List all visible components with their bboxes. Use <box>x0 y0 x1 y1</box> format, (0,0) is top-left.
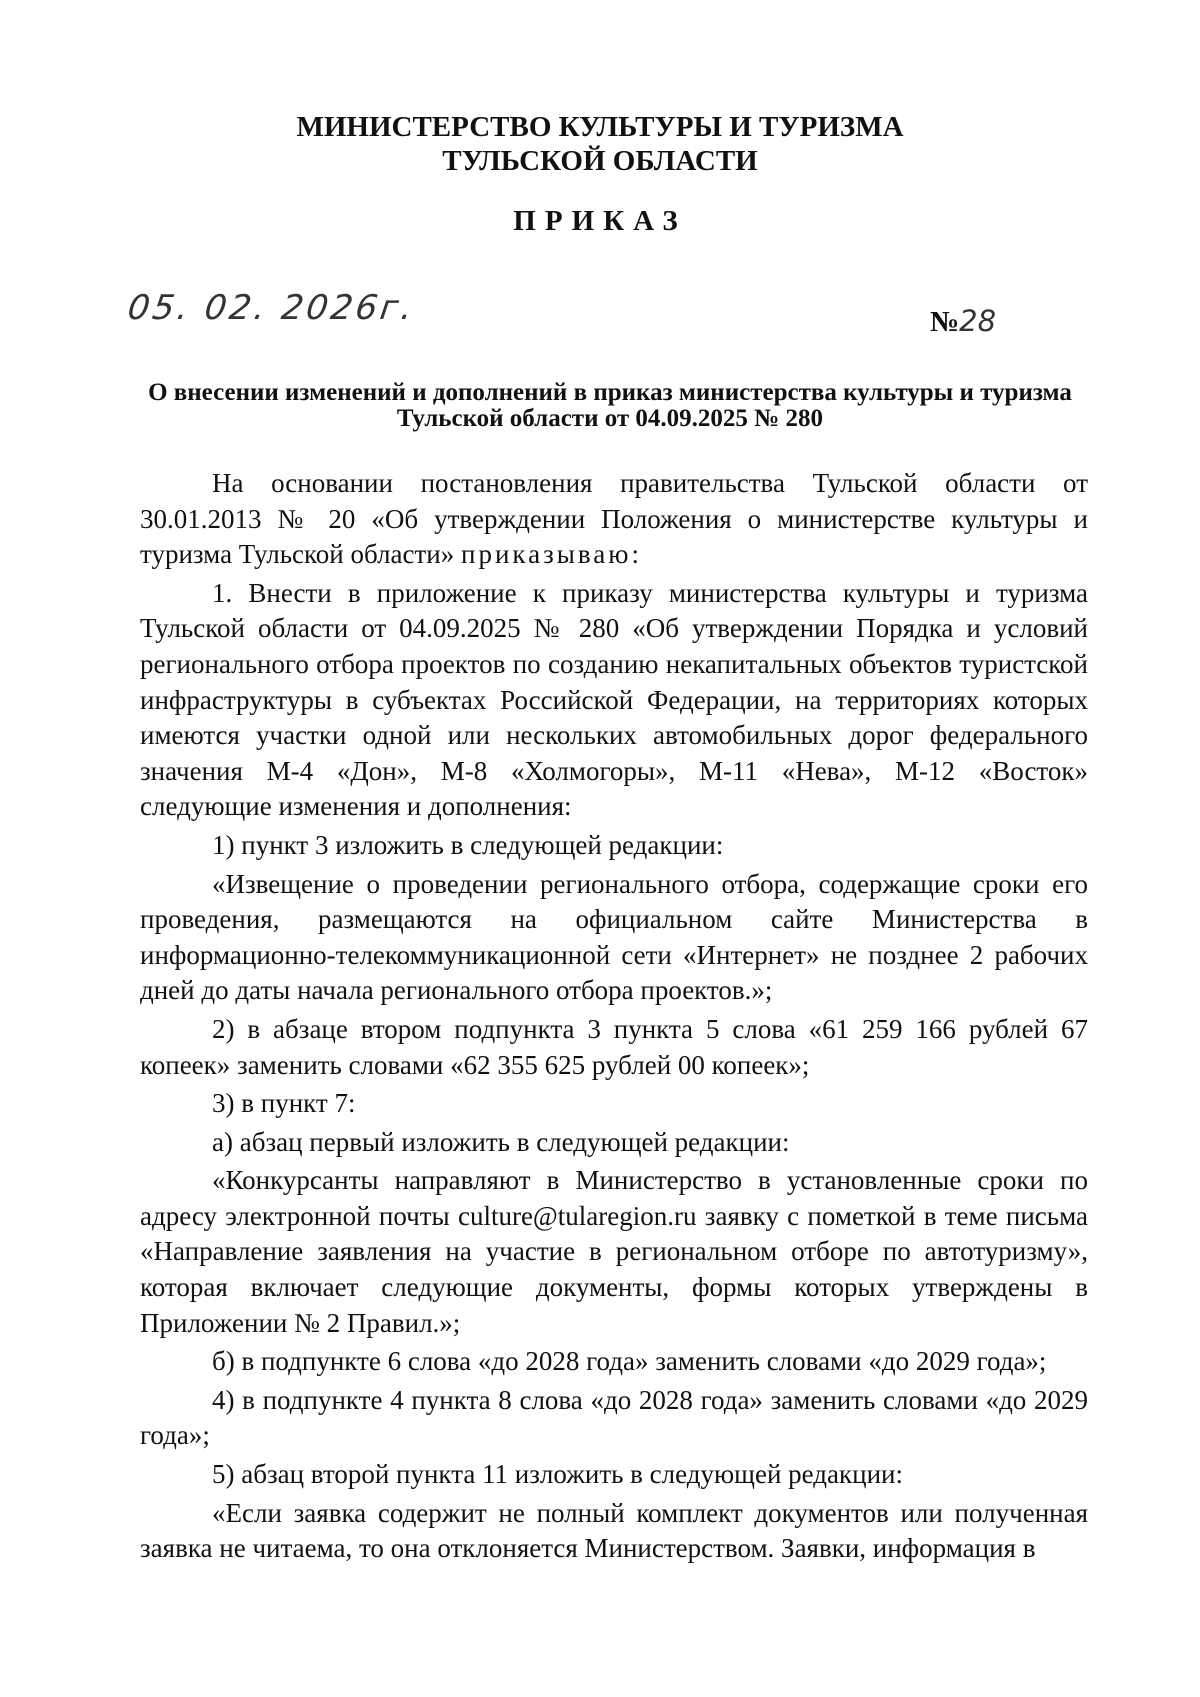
paragraph-item-3: 3) в пункт 7: <box>212 1088 356 1119</box>
order-title: ПРИКАЗ <box>513 205 687 237</box>
handwritten-date: 05. 02. 2026г. <box>125 288 418 328</box>
number-sign: № <box>930 306 960 338</box>
paragraph-item-2: 2) в абзаце втором подпункта 3 пункта 5 слова «61 259 166 рублей 67 копеек» заменить словами «62 355 625 рублей 00 копеек»; <box>140 1013 1088 1080</box>
paragraph-item-5: 5) абзац второй пункта 11 изложить в следующей редакции: <box>212 1459 903 1490</box>
order-verb: приказываю: <box>461 539 642 570</box>
document-body <box>140 466 1088 1570</box>
paragraph-item-5-text: «Если заявка содержит не полный комплект документов или полученная заявка не читаема, то она отклоняется Министерством. Заявки, информация в <box>140 1497 1088 1564</box>
paragraph-item-1-text: «Извещение о проведении регионального отбора, содержащие сроки его проведения, размещаются на официальном сайте Министерства в информационно-телекоммуникационной сети «Интернет» не позднее 2 рабочих дней до даты начала регионального отбора проектов.»; <box>140 868 1088 1006</box>
paragraph-item-1: 1) пункт 3 изложить в следующей редакции: <box>212 829 724 860</box>
ministry-name-line2: ТУЛЬСКОЙ ОБЛАСТИ <box>442 145 758 177</box>
paragraph-basis <box>140 466 1088 573</box>
paragraph-item-3b: б) в подпункте 6 слова «до 2028 года» заменить словами «до 2029 года»; <box>212 1346 1047 1377</box>
handwritten-number: 28 <box>959 304 997 338</box>
order-subject: О внесении изменений и дополнений в приказ министерства культуры и туризма Тульской области от 04.09.2025 № 280 <box>148 379 1072 432</box>
basis-text: На основании постановления правительства Тульской области от 30.01.2013 № 20 «Об утверждении Положения о министерстве культуры и туризма Тульской области» <box>140 468 1088 570</box>
order-number <box>930 304 996 339</box>
paragraph-item-3a-text: «Конкурсанты направляют в Министерство в установленные сроки по адресу электронной почты culture@tularegion.ru заявку с пометкой в теме письма «Направление заявления на участие в региональном отборе по автотуризму», которая включает следующие документы, формы которых утверждены в Приложении № 2 Правил.»; <box>140 1165 1088 1338</box>
paragraph-item-3a: а) абзац первый изложить в следующей редакции: <box>212 1126 790 1157</box>
ministry-name-line1: МИНИСТЕРСТВО КУЛЬТУРЫ И ТУРИЗМА <box>296 111 904 143</box>
ministry-header <box>0 110 1200 178</box>
paragraph-1: 1. Внести в приложение к приказу министерства культуры и туризма Тульской области от 04.09.2025 № 280 «Об утверждении Порядка и условий регионального отбора проектов по созданию некапитальных объектов туристской инфраструктуры в субъектах Российской Федерации, на территориях которых имеются участки одной или нескольких автомобильных дорог федерального значения М-4 «Дон», М-8 «Холмогоры», М-11 «Нева», М-12 «Восток» следующие изменения и дополнения: <box>140 577 1088 822</box>
paragraph-item-4: 4) в подпункте 4 пункта 8 слова «до 2028 года» заменить словами «до 2029 года»; <box>140 1384 1088 1451</box>
